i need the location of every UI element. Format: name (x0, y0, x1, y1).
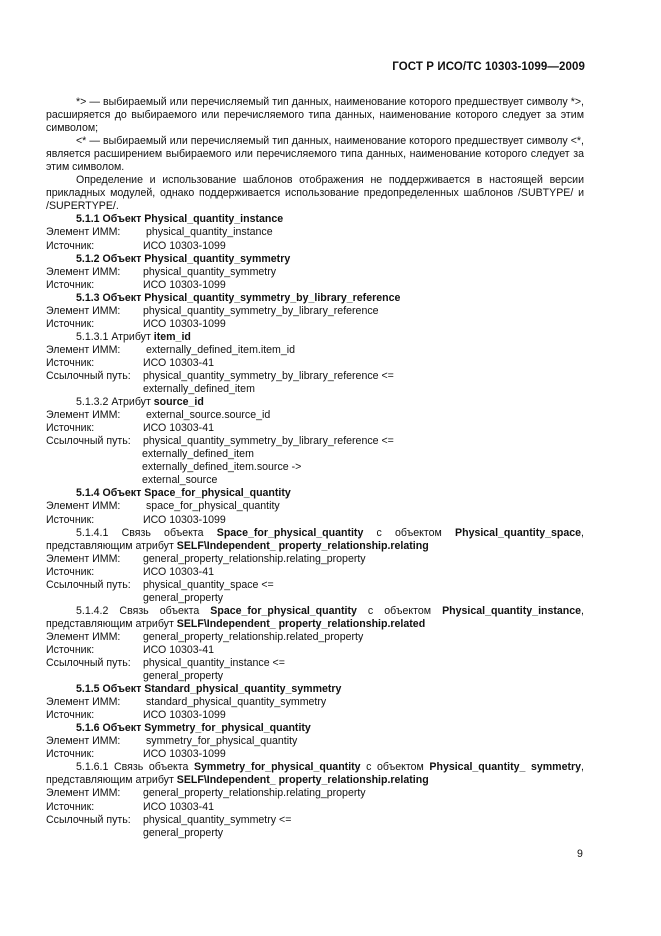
ref-path-label: Ссылочный путь: (46, 813, 131, 826)
object-name: Symmetry_for_physical_quantity (193, 761, 361, 774)
element-row (46, 409, 584, 422)
source-label: Источник: (46, 356, 95, 369)
document-body (46, 96, 584, 840)
source-label: Источник: (46, 239, 95, 252)
heading-text: с объектом (356, 604, 443, 617)
element-value: space_for_physical_quantity (146, 500, 280, 513)
element-row (46, 631, 584, 644)
element-value: general_property_relationship.relating_property (143, 552, 366, 565)
source-row (46, 644, 584, 657)
attribute-name: source_id (153, 396, 204, 409)
heading-text: 5.1.4.2 Связь объекта (76, 604, 211, 617)
ref-path-value: physical_quantity_symmetry <= (143, 813, 292, 826)
ref-path-continuation: externally_defined_item (142, 448, 254, 461)
source-label: Источник: (46, 748, 95, 761)
ref-path-value: physical_quantity_space <= (143, 578, 274, 591)
source-row (46, 801, 584, 814)
related-object-name: Physical_quantity_space (455, 526, 582, 539)
object-name: Space_for_physical_quantity (210, 604, 357, 617)
ref-path-value: physical_quantity_instance <= (143, 657, 285, 670)
heading-text: с объектом (363, 526, 456, 539)
attribute-name: item_id (153, 330, 191, 343)
attribute-name: SELF\Independent_ property_relationship.relating (176, 539, 429, 552)
ref-path-label: Ссылочный путь: (46, 435, 131, 448)
ref-path-continuation: external_source (142, 474, 218, 487)
ref-path-label: Ссылочный путь: (46, 369, 131, 382)
element-label: Элемент ИММ: (46, 552, 121, 565)
section-5-1-1-heading: 5.1.1 Объект Physical_quantity_instance (76, 213, 284, 226)
source-label: Источник: (46, 709, 95, 722)
source-row (46, 279, 584, 292)
section-5-1-5-heading: 5.1.5 Объект Standard_physical_quantity_symmetry (76, 683, 342, 696)
section-5-1-3-2-heading (46, 396, 584, 409)
source-label: Источник: (46, 800, 95, 813)
element-value: external_source.source_id (146, 409, 271, 422)
element-label: Элемент ИММ: (46, 735, 121, 748)
section-5-1-4-heading: 5.1.4 Объект Space_for_physical_quantity (76, 487, 291, 500)
element-label: Элемент ИММ: (46, 343, 121, 356)
element-label: Элемент ИММ: (46, 787, 121, 800)
document-header: ГОСТ Р ИСО/ТС 10303-1099—2009 (392, 61, 585, 73)
ref-path-row (46, 435, 584, 448)
page-number: 9 (577, 848, 583, 860)
source-value: ИСО 10303-1099 (143, 709, 226, 722)
ref-path-continuation: general_property (143, 826, 224, 839)
ref-path-row (46, 814, 584, 827)
source-row (46, 240, 584, 253)
attribute-name: SELF\Independent_ property_relationship.relating (176, 774, 429, 787)
ref-path-row (46, 579, 584, 592)
element-row (46, 344, 584, 357)
element-value: physical_quantity_symmetry (143, 265, 277, 278)
source-value: ИСО 10303-41 (143, 800, 214, 813)
element-label: Элемент ИММ: (46, 630, 121, 643)
attribute-heading-text: 5.1.3.1 Атрибут (76, 330, 154, 343)
section-5-1-6-1-heading (46, 761, 584, 787)
source-row (46, 357, 584, 370)
element-row (46, 735, 584, 748)
source-label: Источник: (46, 422, 95, 435)
element-label: Элемент ИММ: (46, 304, 121, 317)
heading-text: , представляющим атрибут (46, 604, 584, 630)
source-label: Источник: (46, 643, 95, 656)
source-row (46, 709, 584, 722)
element-row (46, 500, 584, 513)
element-row (46, 553, 584, 566)
element-value: standard_physical_quantity_symmetry (146, 696, 327, 709)
source-value: ИСО 10303-1099 (143, 748, 226, 761)
source-label: Источник: (46, 565, 95, 578)
element-value: physical_quantity_instance (146, 226, 273, 239)
element-label: Элемент ИММ: (46, 265, 121, 278)
heading-text: , представляющим атрибут (46, 526, 584, 552)
section-5-1-4-1-heading (46, 527, 584, 553)
source-value: ИСО 10303-41 (143, 422, 214, 435)
source-value: ИСО 10303-1099 (143, 278, 226, 291)
source-value: ИСО 10303-41 (143, 643, 214, 656)
intro-paragraph-2: <* — выбираемый или перечисляемый тип данных, наименование которого предшествует символу <*, является расширением выбираемого или перечисляемого типа данных, наименование которого следует за этим символом. (46, 135, 584, 174)
related-object-name: Physical_quantity_instance (442, 604, 582, 617)
element-value: general_property_relationship.relating_property (143, 787, 366, 800)
object-name: Space_for_physical_quantity (216, 526, 364, 539)
source-value: ИСО 10303-41 (143, 565, 214, 578)
element-value: externally_defined_item.item_id (146, 343, 295, 356)
section-5-1-3-heading: 5.1.3 Объект Physical_quantity_symmetry_by_library_reference (76, 291, 401, 304)
element-row (46, 226, 584, 239)
element-value: symmetry_for_physical_quantity (146, 735, 298, 748)
ref-path-continuation: externally_defined_item.source -> (142, 461, 302, 474)
section-5-1-2-heading: 5.1.2 Объект Physical_quantity_symmetry (76, 252, 291, 265)
element-row (46, 787, 584, 800)
heading-text: 5.1.6.1 Связь объекта (76, 761, 194, 774)
source-label: Источник: (46, 513, 95, 526)
heading-text: 5.1.4.1 Связь объекта (76, 526, 217, 539)
element-row (46, 266, 584, 279)
ref-path-row (46, 370, 584, 383)
ref-path-continuation: externally_defined_item (143, 383, 255, 396)
ref-path-continuation: general_property (143, 670, 224, 683)
element-row (46, 305, 584, 318)
ref-path-label: Ссылочный путь: (46, 657, 131, 670)
source-label: Источник: (46, 278, 95, 291)
source-value: ИСО 10303-41 (143, 356, 214, 369)
element-label: Элемент ИММ: (46, 409, 121, 422)
ref-path-value: physical_quantity_symmetry_by_library_reference <= (143, 435, 394, 448)
section-5-1-4-2-heading (46, 605, 584, 631)
element-row (46, 696, 584, 709)
heading-text: с объектом (360, 761, 430, 774)
source-value: ИСО 10303-1099 (143, 513, 226, 526)
source-row (46, 318, 584, 331)
intro-paragraph-3: Определение и использование шаблонов отображения не поддерживается в настоящей версии прикладных модулей, однако поддерживается использование предопределенных шаблонов /SUBTYPE/ и /SUPERTYPE/. (46, 174, 584, 213)
element-label: Элемент ИММ: (46, 226, 121, 239)
ref-path-value: physical_quantity_symmetry_by_library_reference <= (143, 369, 394, 382)
section-5-1-3-1-heading (46, 331, 584, 344)
source-row (46, 422, 584, 435)
source-row (46, 748, 584, 761)
ref-path-label: Ссылочный путь: (46, 578, 131, 591)
element-value: physical_quantity_symmetry_by_library_reference (143, 304, 379, 317)
intro-paragraph-1: *> — выбираемый или перечисляемый тип данных, наименование которого предшествует символу *>, расширяется до выбираемого или перечисляемого типа данных, наименование которого следует за этим символом; (46, 96, 584, 135)
source-value: ИСО 10303-1099 (143, 317, 226, 330)
source-row (46, 566, 584, 579)
source-label: Источник: (46, 317, 95, 330)
heading-text: , представляющим атрибут (46, 761, 584, 787)
element-value: general_property_relationship.related_property (143, 630, 364, 643)
related-object-name: Physical_quantity_ symmetry (429, 761, 582, 774)
ref-path-row (46, 657, 584, 670)
element-label: Элемент ИММ: (46, 696, 121, 709)
source-value: ИСО 10303-1099 (143, 239, 226, 252)
attribute-name: SELF\Independent_ property_relationship.related (176, 617, 426, 630)
ref-path-continuation: general_property (143, 591, 224, 604)
element-label: Элемент ИММ: (46, 500, 121, 513)
section-5-1-6-heading: 5.1.6 Объект Symmetry_for_physical_quantity (76, 722, 311, 735)
source-row (46, 514, 584, 527)
attribute-heading-text: 5.1.3.2 Атрибут (76, 396, 154, 409)
